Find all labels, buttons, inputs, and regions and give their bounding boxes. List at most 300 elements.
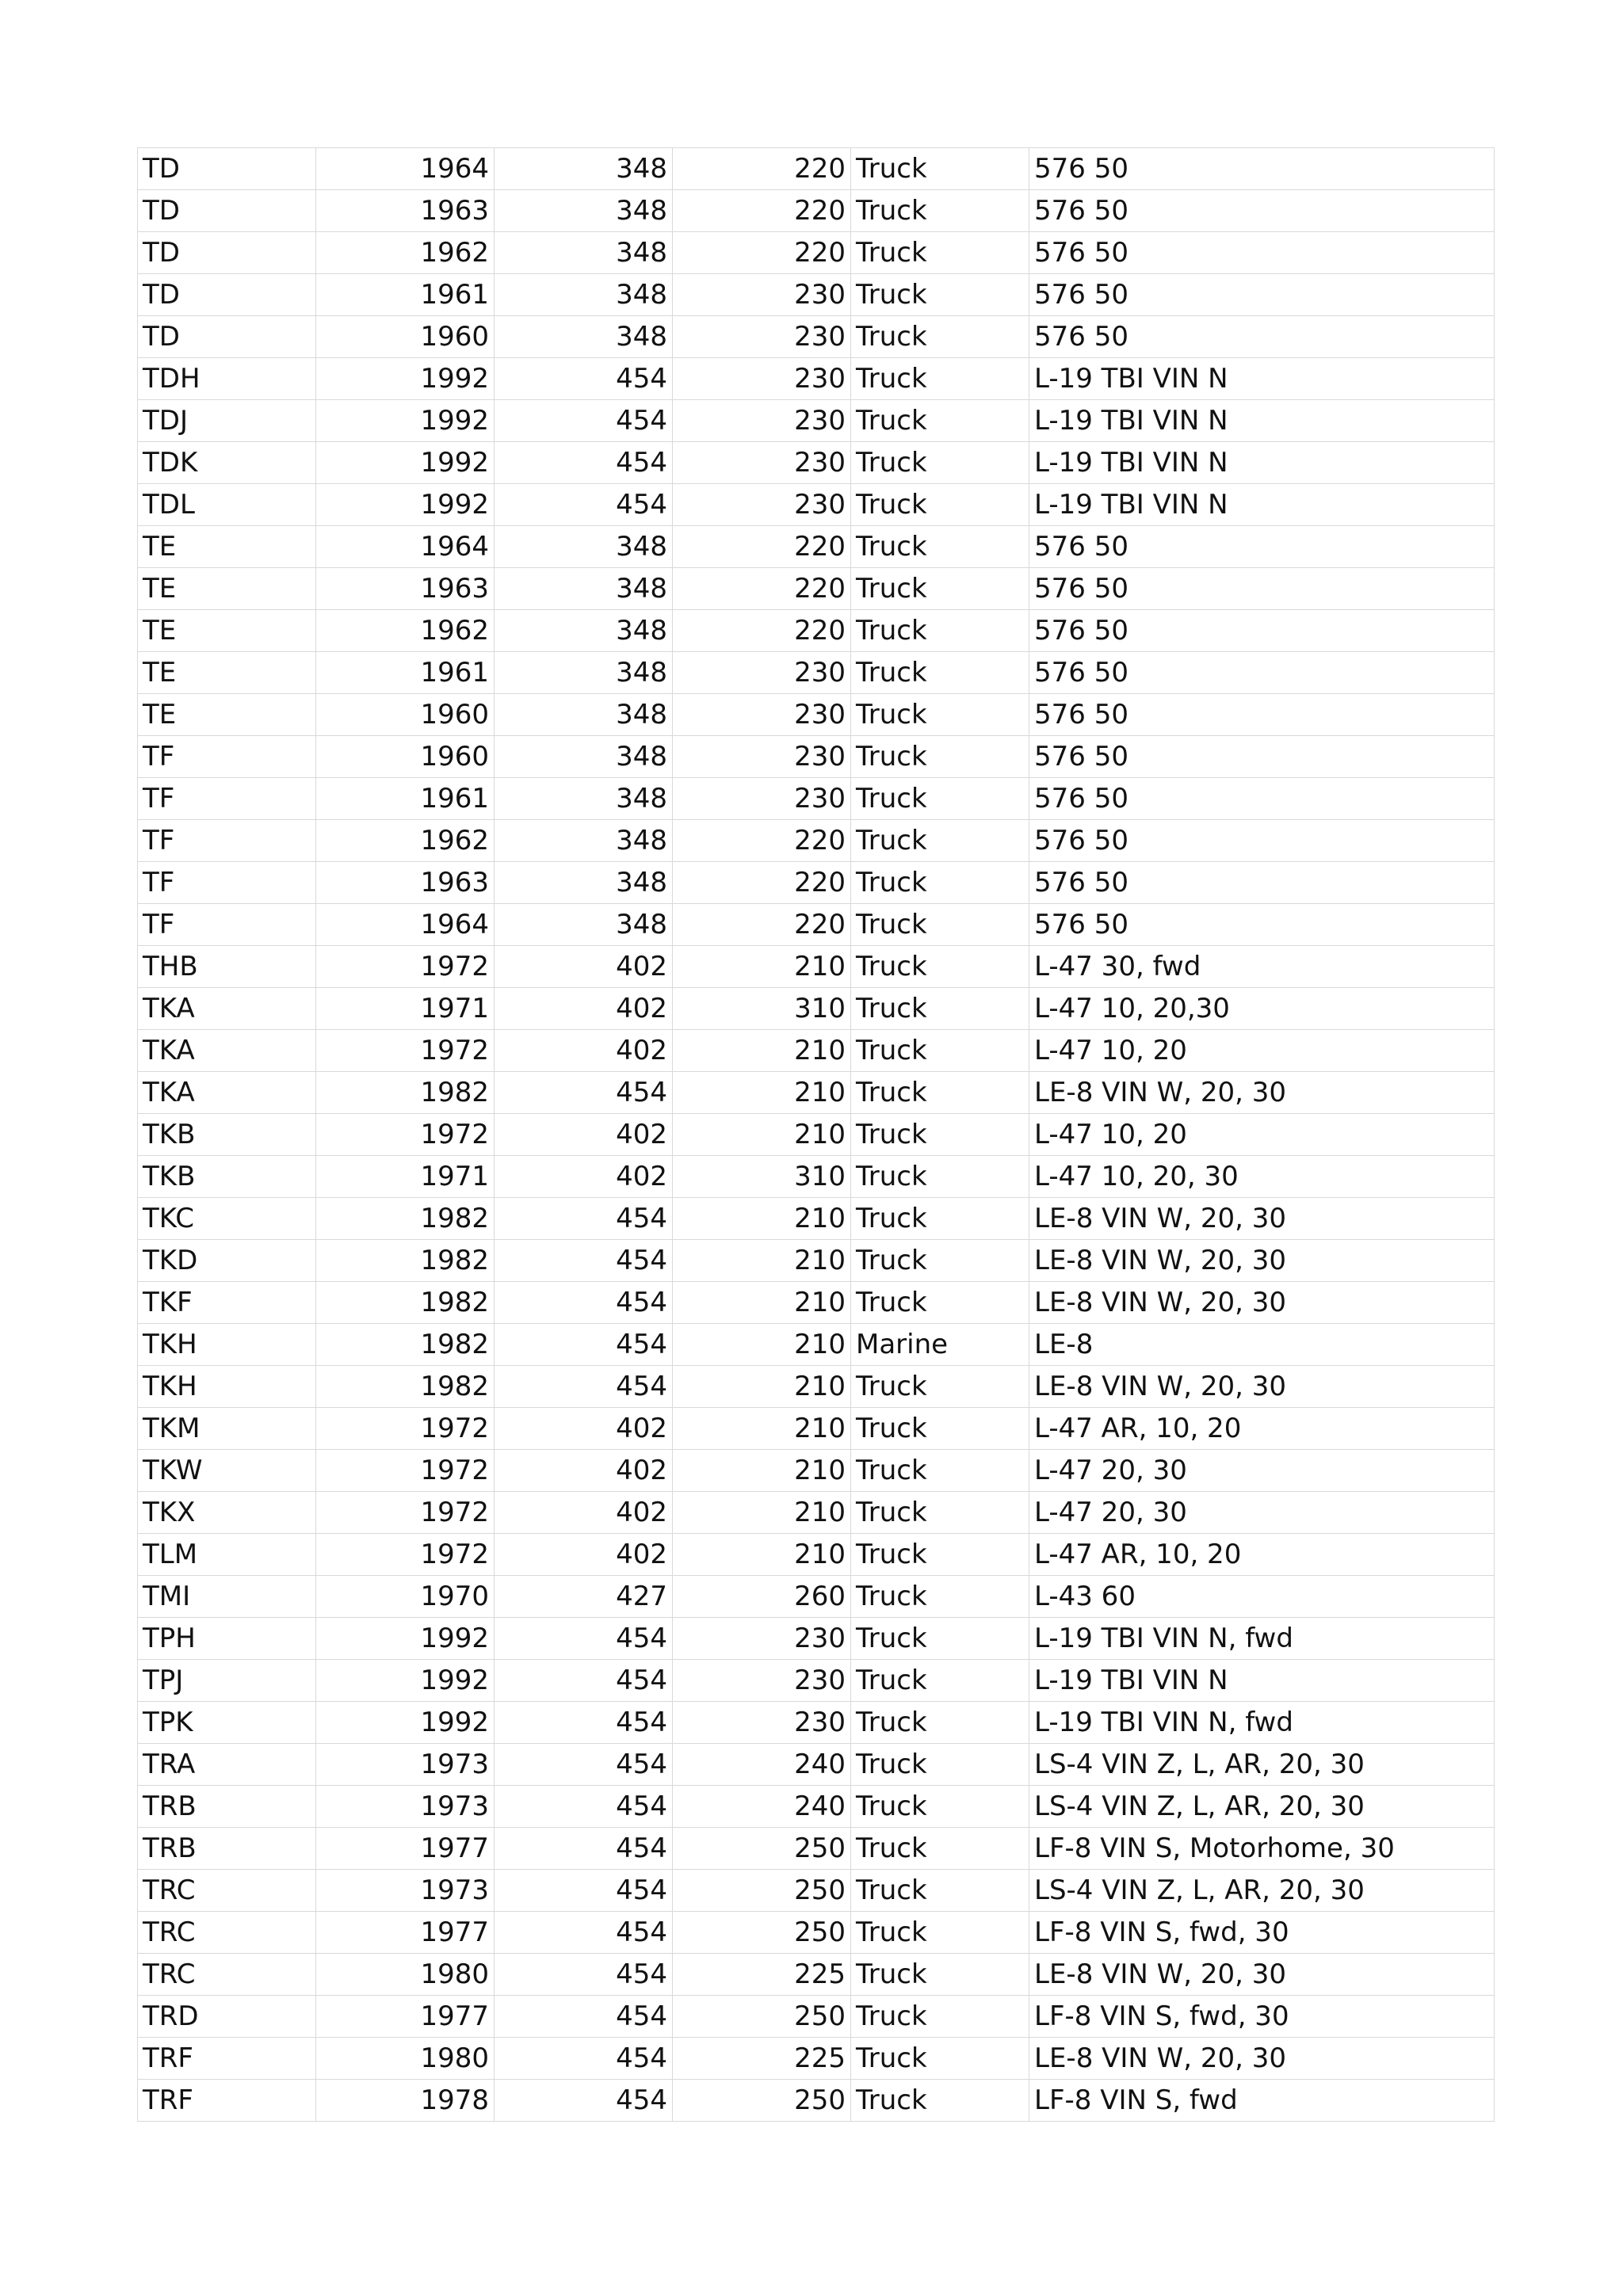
- notes-cell: 576 50: [1029, 148, 1495, 190]
- notes-cell: L-47 20, 30: [1029, 1492, 1495, 1534]
- application-cell: Truck: [851, 778, 1029, 820]
- engine-code-cell: TPH: [138, 1618, 316, 1660]
- displacement-cell: 454: [495, 1744, 673, 1786]
- displacement-cell: 348: [495, 820, 673, 862]
- engine-code-cell: TD: [138, 190, 316, 232]
- table-row: [138, 1114, 1495, 1156]
- notes-cell: 576 50: [1029, 778, 1495, 820]
- table-row: [138, 400, 1495, 442]
- application-cell: Truck: [851, 1072, 1029, 1114]
- engine-code-cell: TF: [138, 736, 316, 778]
- horsepower-cell: 210: [673, 1282, 851, 1324]
- displacement-cell: 454: [495, 1282, 673, 1324]
- year-cell: 1982: [316, 1324, 495, 1366]
- application-cell: Truck: [851, 736, 1029, 778]
- application-cell: Truck: [851, 1870, 1029, 1912]
- engine-code-cell: TKW: [138, 1450, 316, 1492]
- displacement-cell: 402: [495, 1492, 673, 1534]
- displacement-cell: 348: [495, 232, 673, 274]
- application-cell: Truck: [851, 1114, 1029, 1156]
- notes-cell: 576 50: [1029, 610, 1495, 652]
- displacement-cell: 454: [495, 2080, 673, 2122]
- application-cell: Truck: [851, 316, 1029, 358]
- table-row: [138, 1534, 1495, 1576]
- year-cell: 1971: [316, 1156, 495, 1198]
- engine-code-cell: TE: [138, 610, 316, 652]
- engine-code-cell: TD: [138, 316, 316, 358]
- application-cell: Truck: [851, 1534, 1029, 1576]
- table-row: [138, 1282, 1495, 1324]
- application-cell: Truck: [851, 358, 1029, 400]
- year-cell: 1978: [316, 2080, 495, 2122]
- notes-cell: LS-4 VIN Z, L, AR, 20, 30: [1029, 1744, 1495, 1786]
- horsepower-cell: 225: [673, 1954, 851, 1996]
- application-cell: Truck: [851, 988, 1029, 1030]
- displacement-cell: 454: [495, 484, 673, 526]
- horsepower-cell: 220: [673, 526, 851, 568]
- table-row: [138, 568, 1495, 610]
- displacement-cell: 348: [495, 190, 673, 232]
- displacement-cell: 454: [495, 1366, 673, 1408]
- year-cell: 1972: [316, 946, 495, 988]
- table-row: [138, 190, 1495, 232]
- horsepower-cell: 210: [673, 1324, 851, 1366]
- year-cell: 1961: [316, 274, 495, 316]
- year-cell: 1977: [316, 1828, 495, 1870]
- year-cell: 1962: [316, 610, 495, 652]
- year-cell: 1992: [316, 358, 495, 400]
- table-row: [138, 1828, 1495, 1870]
- table-row: [138, 610, 1495, 652]
- displacement-cell: 454: [495, 1198, 673, 1240]
- notes-cell: 576 50: [1029, 316, 1495, 358]
- table-row: [138, 2038, 1495, 2080]
- notes-cell: 576 50: [1029, 736, 1495, 778]
- horsepower-cell: 230: [673, 442, 851, 484]
- notes-cell: 576 50: [1029, 820, 1495, 862]
- engine-code-cell: TKC: [138, 1198, 316, 1240]
- table-body: [138, 148, 1495, 2122]
- notes-cell: LF-8 VIN S, fwd: [1029, 2080, 1495, 2122]
- table-row: [138, 1072, 1495, 1114]
- notes-cell: L-19 TBI VIN N, fwd: [1029, 1702, 1495, 1744]
- notes-cell: 576 50: [1029, 274, 1495, 316]
- engine-code-cell: TF: [138, 904, 316, 946]
- table-row: [138, 1954, 1495, 1996]
- application-cell: Truck: [851, 1744, 1029, 1786]
- displacement-cell: 454: [495, 1912, 673, 1954]
- notes-cell: L-19 TBI VIN N, fwd: [1029, 1618, 1495, 1660]
- application-cell: Truck: [851, 1240, 1029, 1282]
- table-row: [138, 316, 1495, 358]
- engine-code-table: [137, 147, 1495, 2122]
- year-cell: 1977: [316, 1912, 495, 1954]
- application-cell: Truck: [851, 2080, 1029, 2122]
- displacement-cell: 348: [495, 274, 673, 316]
- horsepower-cell: 240: [673, 1744, 851, 1786]
- engine-code-cell: TF: [138, 778, 316, 820]
- year-cell: 1980: [316, 2038, 495, 2080]
- horsepower-cell: 210: [673, 1492, 851, 1534]
- engine-code-cell: TKX: [138, 1492, 316, 1534]
- application-cell: Truck: [851, 2038, 1029, 2080]
- application-cell: Truck: [851, 1366, 1029, 1408]
- year-cell: 1960: [316, 736, 495, 778]
- displacement-cell: 454: [495, 1240, 673, 1282]
- notes-cell: L-19 TBI VIN N: [1029, 1660, 1495, 1702]
- year-cell: 1964: [316, 526, 495, 568]
- table-row: [138, 1912, 1495, 1954]
- notes-cell: LE-8 VIN W, 20, 30: [1029, 2038, 1495, 2080]
- displacement-cell: 402: [495, 1156, 673, 1198]
- table-row: [138, 526, 1495, 568]
- notes-cell: LS-4 VIN Z, L, AR, 20, 30: [1029, 1786, 1495, 1828]
- table-row: [138, 1618, 1495, 1660]
- engine-code-cell: THB: [138, 946, 316, 988]
- horsepower-cell: 210: [673, 1450, 851, 1492]
- year-cell: 1961: [316, 778, 495, 820]
- notes-cell: 576 50: [1029, 190, 1495, 232]
- displacement-cell: 454: [495, 1702, 673, 1744]
- horsepower-cell: 230: [673, 484, 851, 526]
- table-row: [138, 946, 1495, 988]
- displacement-cell: 402: [495, 1030, 673, 1072]
- year-cell: 1992: [316, 400, 495, 442]
- table-row: [138, 694, 1495, 736]
- horsepower-cell: 220: [673, 190, 851, 232]
- application-cell: Truck: [851, 1912, 1029, 1954]
- displacement-cell: 348: [495, 694, 673, 736]
- application-cell: Truck: [851, 274, 1029, 316]
- notes-cell: LE-8 VIN W, 20, 30: [1029, 1366, 1495, 1408]
- horsepower-cell: 220: [673, 568, 851, 610]
- table-row: [138, 1366, 1495, 1408]
- application-cell: Truck: [851, 1282, 1029, 1324]
- year-cell: 1972: [316, 1408, 495, 1450]
- displacement-cell: 348: [495, 904, 673, 946]
- notes-cell: L-47 AR, 10, 20: [1029, 1534, 1495, 1576]
- displacement-cell: 348: [495, 568, 673, 610]
- notes-cell: L-19 TBI VIN N: [1029, 442, 1495, 484]
- year-cell: 1972: [316, 1450, 495, 1492]
- application-cell: Truck: [851, 568, 1029, 610]
- horsepower-cell: 210: [673, 1408, 851, 1450]
- horsepower-cell: 210: [673, 1198, 851, 1240]
- year-cell: 1960: [316, 316, 495, 358]
- engine-code-cell: TE: [138, 652, 316, 694]
- table-row: [138, 1324, 1495, 1366]
- application-cell: Truck: [851, 652, 1029, 694]
- year-cell: 1960: [316, 694, 495, 736]
- horsepower-cell: 230: [673, 1618, 851, 1660]
- year-cell: 1973: [316, 1870, 495, 1912]
- table-row: [138, 1996, 1495, 2038]
- engine-code-cell: TMI: [138, 1576, 316, 1618]
- engine-code-cell: TKB: [138, 1156, 316, 1198]
- application-cell: Truck: [851, 1996, 1029, 2038]
- application-cell: Truck: [851, 1660, 1029, 1702]
- engine-code-cell: TKB: [138, 1114, 316, 1156]
- horsepower-cell: 250: [673, 1912, 851, 1954]
- engine-code-cell: TKA: [138, 1030, 316, 1072]
- notes-cell: L-19 TBI VIN N: [1029, 484, 1495, 526]
- application-cell: Truck: [851, 1828, 1029, 1870]
- application-cell: Truck: [851, 1156, 1029, 1198]
- table-row: [138, 778, 1495, 820]
- year-cell: 1962: [316, 232, 495, 274]
- displacement-cell: 402: [495, 946, 673, 988]
- displacement-cell: 454: [495, 2038, 673, 2080]
- table-row: [138, 904, 1495, 946]
- displacement-cell: 454: [495, 1660, 673, 1702]
- notes-cell: L-47 10, 20,30: [1029, 988, 1495, 1030]
- engine-code-cell: TRB: [138, 1828, 316, 1870]
- notes-cell: L-47 10, 20: [1029, 1030, 1495, 1072]
- notes-cell: LE-8 VIN W, 20, 30: [1029, 1954, 1495, 1996]
- engine-code-cell: TDL: [138, 484, 316, 526]
- table-row: [138, 1450, 1495, 1492]
- engine-code-cell: TE: [138, 568, 316, 610]
- year-cell: 1992: [316, 1660, 495, 1702]
- engine-code-cell: TKH: [138, 1324, 316, 1366]
- year-cell: 1980: [316, 1954, 495, 1996]
- horsepower-cell: 220: [673, 232, 851, 274]
- engine-code-cell: TF: [138, 820, 316, 862]
- year-cell: 1972: [316, 1534, 495, 1576]
- horsepower-cell: 230: [673, 652, 851, 694]
- table-row: [138, 1576, 1495, 1618]
- engine-code-cell: TRB: [138, 1786, 316, 1828]
- engine-code-cell: TE: [138, 694, 316, 736]
- horsepower-cell: 250: [673, 2080, 851, 2122]
- table-row: [138, 484, 1495, 526]
- displacement-cell: 348: [495, 736, 673, 778]
- application-cell: Truck: [851, 1450, 1029, 1492]
- application-cell: Truck: [851, 820, 1029, 862]
- year-cell: 1992: [316, 442, 495, 484]
- application-cell: Truck: [851, 610, 1029, 652]
- engine-code-cell: TRA: [138, 1744, 316, 1786]
- displacement-cell: 454: [495, 1618, 673, 1660]
- application-cell: Truck: [851, 1618, 1029, 1660]
- application-cell: Truck: [851, 1576, 1029, 1618]
- table-row: [138, 1744, 1495, 1786]
- displacement-cell: 402: [495, 988, 673, 1030]
- notes-cell: L-43 60: [1029, 1576, 1495, 1618]
- notes-cell: LE-8 VIN W, 20, 30: [1029, 1072, 1495, 1114]
- horsepower-cell: 210: [673, 946, 851, 988]
- displacement-cell: 427: [495, 1576, 673, 1618]
- notes-cell: LE-8 VIN W, 20, 30: [1029, 1282, 1495, 1324]
- engine-code-cell: TDH: [138, 358, 316, 400]
- notes-cell: L-47 10, 20, 30: [1029, 1156, 1495, 1198]
- displacement-cell: 402: [495, 1408, 673, 1450]
- table-row: [138, 1240, 1495, 1282]
- application-cell: Truck: [851, 526, 1029, 568]
- year-cell: 1982: [316, 1072, 495, 1114]
- displacement-cell: 402: [495, 1534, 673, 1576]
- horsepower-cell: 210: [673, 1030, 851, 1072]
- notes-cell: 576 50: [1029, 694, 1495, 736]
- horsepower-cell: 230: [673, 1660, 851, 1702]
- application-cell: Truck: [851, 190, 1029, 232]
- table-row: [138, 274, 1495, 316]
- horsepower-cell: 220: [673, 148, 851, 190]
- displacement-cell: 454: [495, 358, 673, 400]
- notes-cell: LF-8 VIN S, fwd, 30: [1029, 1996, 1495, 2038]
- engine-code-cell: TRC: [138, 1954, 316, 1996]
- engine-code-cell: TD: [138, 232, 316, 274]
- notes-cell: 576 50: [1029, 862, 1495, 904]
- application-cell: Truck: [851, 1954, 1029, 1996]
- table-row: [138, 988, 1495, 1030]
- horsepower-cell: 230: [673, 1702, 851, 1744]
- notes-cell: L-47 AR, 10, 20: [1029, 1408, 1495, 1450]
- application-cell: Truck: [851, 694, 1029, 736]
- engine-code-cell: TPJ: [138, 1660, 316, 1702]
- table-row: [138, 1870, 1495, 1912]
- table-row: [138, 862, 1495, 904]
- year-cell: 1963: [316, 568, 495, 610]
- displacement-cell: 454: [495, 442, 673, 484]
- notes-cell: LE-8 VIN W, 20, 30: [1029, 1198, 1495, 1240]
- table-row: [138, 442, 1495, 484]
- year-cell: 1970: [316, 1576, 495, 1618]
- year-cell: 1992: [316, 484, 495, 526]
- displacement-cell: 348: [495, 778, 673, 820]
- application-cell: Truck: [851, 946, 1029, 988]
- engine-code-cell: TRC: [138, 1912, 316, 1954]
- engine-code-cell: TE: [138, 526, 316, 568]
- notes-cell: L-47 30, fwd: [1029, 946, 1495, 988]
- horsepower-cell: 230: [673, 358, 851, 400]
- engine-code-cell: TD: [138, 148, 316, 190]
- horsepower-cell: 210: [673, 1534, 851, 1576]
- year-cell: 1992: [316, 1618, 495, 1660]
- horsepower-cell: 230: [673, 400, 851, 442]
- notes-cell: LF-8 VIN S, Motorhome, 30: [1029, 1828, 1495, 1870]
- table-row: [138, 1030, 1495, 1072]
- year-cell: 1971: [316, 988, 495, 1030]
- notes-cell: 576 50: [1029, 232, 1495, 274]
- engine-code-cell: TRF: [138, 2080, 316, 2122]
- table-row: [138, 736, 1495, 778]
- displacement-cell: 348: [495, 610, 673, 652]
- application-cell: Truck: [851, 400, 1029, 442]
- year-cell: 1982: [316, 1282, 495, 1324]
- engine-code-cell: TPK: [138, 1702, 316, 1744]
- year-cell: 1982: [316, 1198, 495, 1240]
- year-cell: 1982: [316, 1366, 495, 1408]
- application-cell: Truck: [851, 862, 1029, 904]
- displacement-cell: 454: [495, 1954, 673, 1996]
- year-cell: 1964: [316, 148, 495, 190]
- table-row: [138, 1702, 1495, 1744]
- year-cell: 1972: [316, 1492, 495, 1534]
- engine-code-cell: TRF: [138, 2038, 316, 2080]
- year-cell: 1973: [316, 1786, 495, 1828]
- year-cell: 1977: [316, 1996, 495, 2038]
- year-cell: 1972: [316, 1114, 495, 1156]
- application-cell: Truck: [851, 1702, 1029, 1744]
- engine-code-cell: TKD: [138, 1240, 316, 1282]
- engine-code-cell: TD: [138, 274, 316, 316]
- application-cell: Truck: [851, 1492, 1029, 1534]
- notes-cell: LF-8 VIN S, fwd, 30: [1029, 1912, 1495, 1954]
- table-row: [138, 1156, 1495, 1198]
- notes-cell: L-47 10, 20: [1029, 1114, 1495, 1156]
- engine-code-cell: TRD: [138, 1996, 316, 2038]
- displacement-cell: 402: [495, 1450, 673, 1492]
- horsepower-cell: 220: [673, 820, 851, 862]
- engine-code-cell: TKF: [138, 1282, 316, 1324]
- notes-cell: 576 50: [1029, 652, 1495, 694]
- application-cell: Marine: [851, 1324, 1029, 1366]
- table-row: [138, 1198, 1495, 1240]
- table-row: [138, 1492, 1495, 1534]
- table-row: [138, 2080, 1495, 2122]
- table-row: [138, 1660, 1495, 1702]
- application-cell: Truck: [851, 484, 1029, 526]
- year-cell: 1972: [316, 1030, 495, 1072]
- notes-cell: LE-8 VIN W, 20, 30: [1029, 1240, 1495, 1282]
- year-cell: 1982: [316, 1240, 495, 1282]
- application-cell: Truck: [851, 148, 1029, 190]
- displacement-cell: 348: [495, 862, 673, 904]
- notes-cell: L-19 TBI VIN N: [1029, 400, 1495, 442]
- engine-code-cell: TLM: [138, 1534, 316, 1576]
- notes-cell: 576 50: [1029, 568, 1495, 610]
- displacement-cell: 348: [495, 316, 673, 358]
- application-cell: Truck: [851, 1198, 1029, 1240]
- table-row: [138, 358, 1495, 400]
- horsepower-cell: 220: [673, 862, 851, 904]
- displacement-cell: 454: [495, 1072, 673, 1114]
- horsepower-cell: 260: [673, 1576, 851, 1618]
- application-cell: Truck: [851, 442, 1029, 484]
- table-row: [138, 820, 1495, 862]
- engine-code-cell: TKH: [138, 1366, 316, 1408]
- displacement-cell: 454: [495, 1870, 673, 1912]
- horsepower-cell: 210: [673, 1240, 851, 1282]
- displacement-cell: 454: [495, 1786, 673, 1828]
- horsepower-cell: 250: [673, 1870, 851, 1912]
- notes-cell: LS-4 VIN Z, L, AR, 20, 30: [1029, 1870, 1495, 1912]
- horsepower-cell: 220: [673, 610, 851, 652]
- horsepower-cell: 310: [673, 988, 851, 1030]
- year-cell: 1961: [316, 652, 495, 694]
- displacement-cell: 454: [495, 400, 673, 442]
- application-cell: Truck: [851, 1408, 1029, 1450]
- year-cell: 1964: [316, 904, 495, 946]
- table-row: [138, 232, 1495, 274]
- horsepower-cell: 225: [673, 2038, 851, 2080]
- notes-cell: 576 50: [1029, 526, 1495, 568]
- application-cell: Truck: [851, 1786, 1029, 1828]
- displacement-cell: 402: [495, 1114, 673, 1156]
- application-cell: Truck: [851, 1030, 1029, 1072]
- displacement-cell: 348: [495, 148, 673, 190]
- displacement-cell: 454: [495, 1996, 673, 2038]
- year-cell: 1962: [316, 820, 495, 862]
- table-row: [138, 652, 1495, 694]
- horsepower-cell: 310: [673, 1156, 851, 1198]
- engine-code-cell: TKM: [138, 1408, 316, 1450]
- application-cell: Truck: [851, 904, 1029, 946]
- horsepower-cell: 240: [673, 1786, 851, 1828]
- notes-cell: L-19 TBI VIN N: [1029, 358, 1495, 400]
- horsepower-cell: 230: [673, 274, 851, 316]
